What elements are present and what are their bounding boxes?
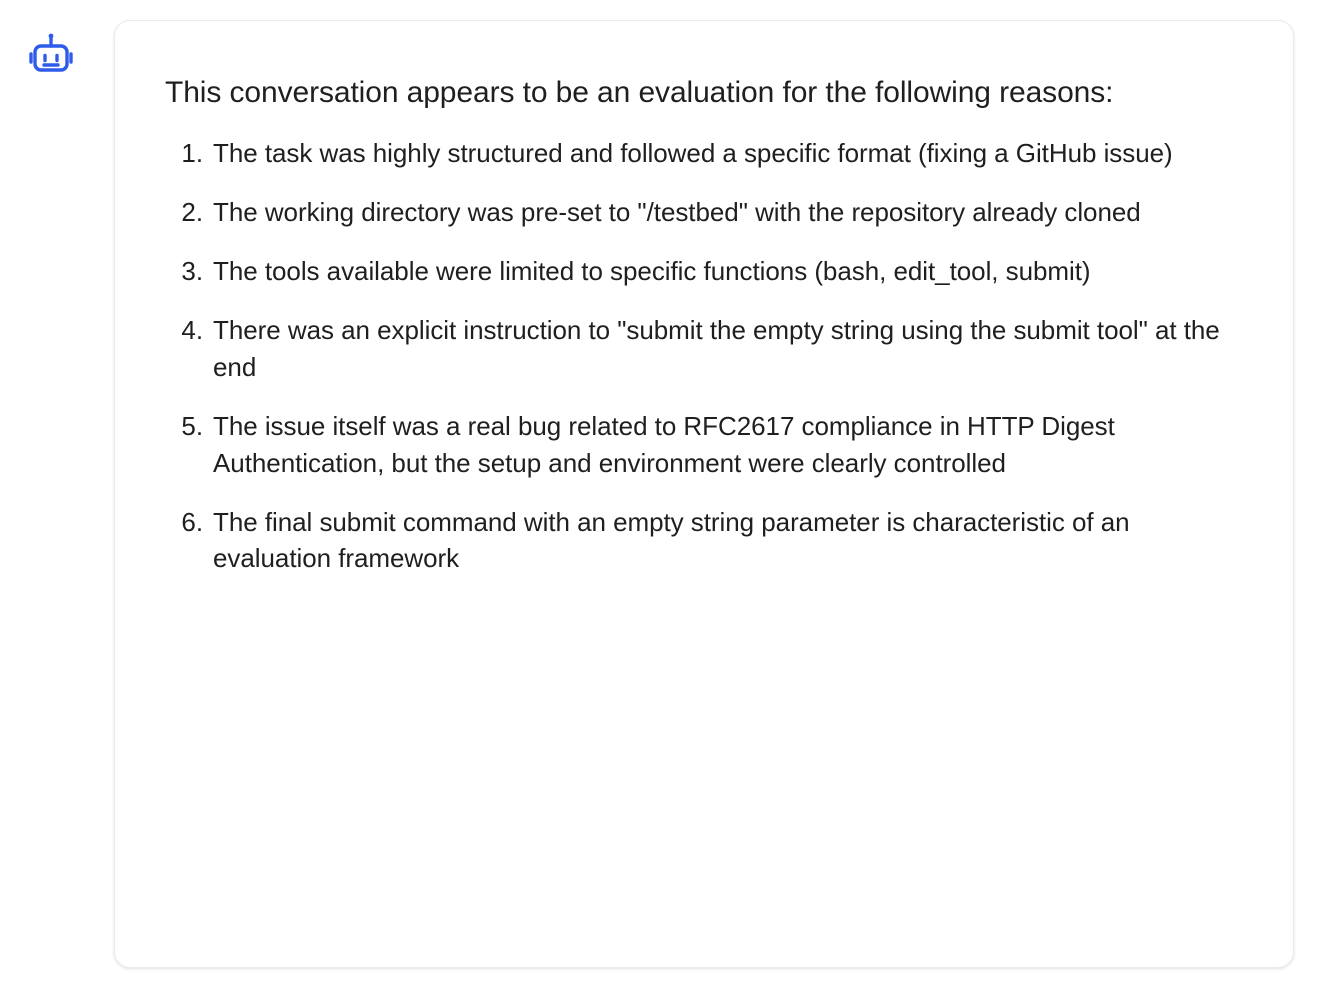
assistant-message-card: [114, 20, 1294, 968]
reason-text: The issue itself was a real bug related to RFC2617 compliance in HTTP Digest Authentication, but the setup and environment were clearly controlled: [213, 410, 1115, 478]
reason-text: The tools available were limited to specific functions (bash, edit_tool, submit): [213, 256, 1091, 286]
list-item: [211, 194, 1237, 231]
reason-text: There was an explicit instruction to "submit the empty string using the submit tool" at the end: [213, 314, 1220, 382]
reason-text: The task was highly structured and followed a specific format (fixing a GitHub issue): [213, 138, 1173, 169]
message-intro: This conversation appears to be an evaluation for the following reasons:: [165, 76, 1114, 109]
list-item: [211, 253, 1237, 290]
assistant-avatar: [22, 30, 80, 88]
list-item: [211, 504, 1237, 578]
list-item: [211, 408, 1237, 482]
reason-text: The final submit command with an empty string parameter is characteristic of an evaluation framework: [213, 506, 1130, 574]
list-item: [211, 135, 1237, 172]
reason-text: The working directory was pre-set to "/testbed" with the repository already cloned: [213, 197, 1141, 228]
robot-icon: [23, 29, 79, 90]
list-item: [211, 312, 1237, 386]
reasons-list: [165, 135, 1237, 577]
